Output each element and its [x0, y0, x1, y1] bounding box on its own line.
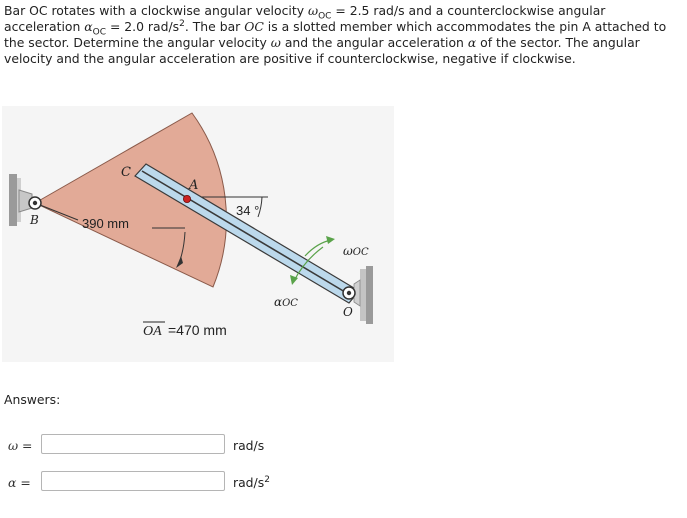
oc-subscript-2: OC: [92, 27, 107, 38]
problem-text-6: and the angular acceleration: [280, 35, 468, 50]
oa-value: =470 mm: [168, 322, 227, 338]
alpha-answer-unit: rad/s: [233, 475, 265, 490]
bar-oc-italic: OC: [244, 19, 264, 34]
problem-text-1: Bar OC rotates with a clockwise angular velocity: [4, 3, 308, 18]
alpha-symbol: α: [84, 19, 93, 34]
problem-text-4: . The bar: [184, 19, 245, 34]
problem-statement: [4, 3, 680, 67]
omega-answer-unit: rad/s: [233, 438, 265, 453]
omega-answer-label: [8, 438, 32, 453]
omega-oc-subscript: OC: [352, 247, 369, 258]
alpha-oc-symbol: α: [274, 295, 283, 309]
omega-answer-row: [0, 434, 400, 458]
answers-heading: Answers:: [4, 392, 61, 407]
pin-a: [183, 195, 190, 202]
omega-oc-label: [343, 244, 369, 258]
alpha-answer-equals: =: [16, 475, 31, 490]
label-c: C: [121, 165, 131, 180]
pivot-b-center: [33, 201, 37, 205]
angle-label: 34 °: [236, 203, 260, 218]
omega-symbol: ω: [307, 3, 319, 18]
alpha-answer-symbol: α: [8, 475, 17, 490]
left-wall: [9, 174, 17, 226]
alpha-answer-label: [8, 475, 31, 490]
omega-oc-symbol: ω: [343, 244, 353, 258]
alpha-answer-row: [0, 471, 400, 495]
label-b: B: [30, 213, 39, 227]
alpha-answer-unit-sup: 2: [264, 474, 270, 485]
mechanism-figure: [2, 106, 394, 362]
pivot-o-center: [347, 291, 351, 295]
dim-390: 390 mm: [82, 216, 129, 231]
squared-superscript: 2: [179, 18, 185, 29]
label-o: O: [343, 305, 353, 319]
right-wall-face: [360, 269, 366, 321]
label-a: A: [189, 178, 199, 193]
omega-answer-equals: =: [18, 438, 33, 453]
alpha-answer-unit-wrap: [233, 475, 270, 490]
alpha-oc-subscript: OC: [282, 298, 298, 309]
alpha-answer-input[interactable]: [41, 471, 225, 491]
alpha-oc-label: [274, 295, 298, 309]
problem-text-3: = 2.0 rad/s: [106, 19, 180, 34]
right-wall: [366, 266, 373, 324]
oc-subscript: OC: [318, 11, 332, 22]
omega-answer-symbol: ω: [8, 438, 19, 453]
alpha-symbol-2: α: [467, 35, 477, 50]
oa-symbol: OA: [143, 324, 162, 339]
omega-symbol-2: ω: [270, 35, 281, 50]
problem-text-7: of the sector. The angular velocity and the angular acceleration are positive if counterclockwise, negative if clockwise.: [4, 35, 640, 66]
problem-text-5: is a slotted member which accommodates the pin A attached to the sector. Determine the angular velocity: [4, 19, 667, 50]
omega-answer-input[interactable]: [41, 434, 225, 454]
problem-text-2: = 2.5 rad/s and a counterclockwise angular acceleration: [4, 3, 606, 34]
